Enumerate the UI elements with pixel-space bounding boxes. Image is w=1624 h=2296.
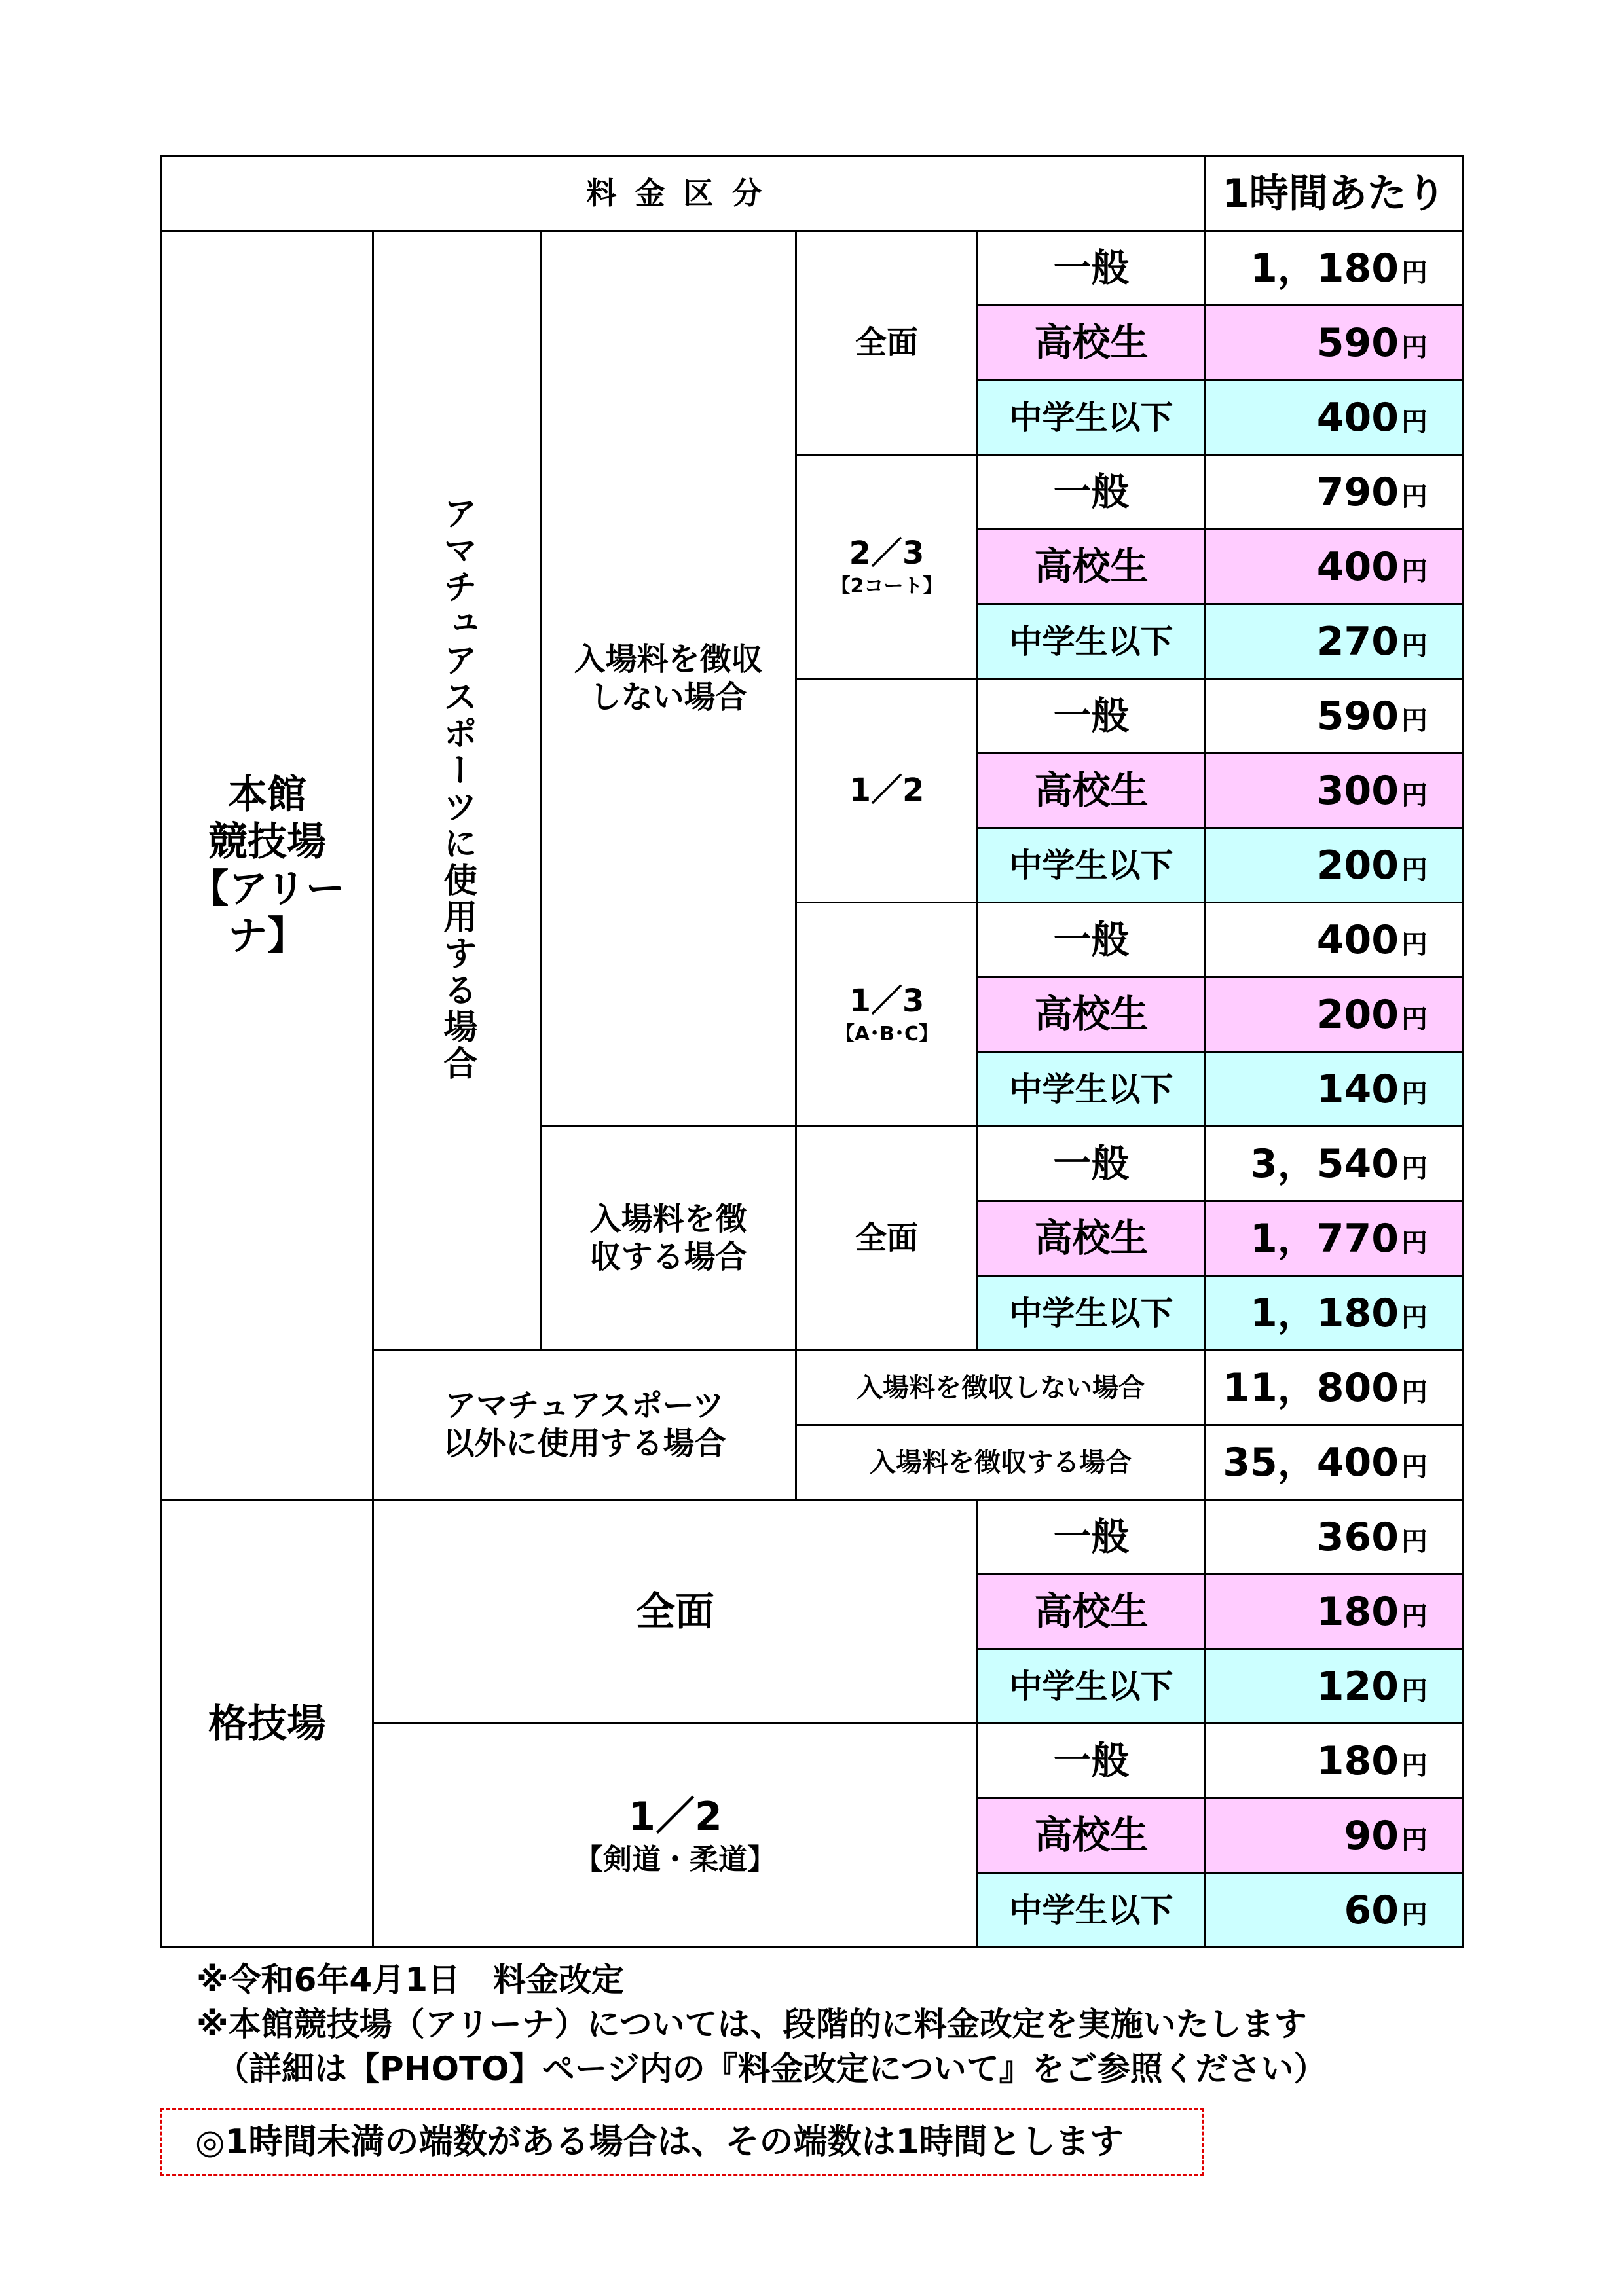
price-cell: 270 円 <box>1206 604 1463 679</box>
arena-label: 本館 競技場 【アリーナ】 <box>162 231 373 1500</box>
admission-label: 入場料を徴 収する場合 <box>541 1127 796 1351</box>
area-label: 全面 <box>373 1500 978 1724</box>
note-staged-revision: ※本館競技場（アリーナ）については、段階的に料金改定を実施いたします <box>196 2005 1307 2043</box>
no-admission-label: 入場料を徴収 しない場合 <box>541 231 796 1127</box>
note-details: （詳細は【PHOTO】ページ内の『料金改定について』をご参照ください） <box>216 2050 1327 2088</box>
price-cell: 180 円 <box>1206 1724 1463 1798</box>
price-cell: 590 円 <box>1206 306 1463 380</box>
price-cell: 60 円 <box>1206 1873 1463 1948</box>
price-cell: 790 円 <box>1206 455 1463 530</box>
price-cell: 90 円 <box>1206 1798 1463 1873</box>
category-cell: 一般 <box>978 679 1206 754</box>
category-cell: 中学生以下 <box>978 1276 1206 1351</box>
category-cell: 中学生以下 <box>978 380 1206 455</box>
area-label: 1／3 【A･B･C】 <box>796 903 978 1127</box>
category-cell: 一般 <box>978 1500 1206 1575</box>
amateur-label: アマチュアスポーツに使用する場合 <box>437 496 477 1083</box>
price-cell: 3，540 円 <box>1206 1127 1463 1201</box>
category-cell: 高校生 <box>978 1575 1206 1649</box>
category-cell: 一般 <box>978 1127 1206 1201</box>
header-category: 料金区分 <box>162 156 1206 231</box>
category-cell: 中学生以下 <box>978 1649 1206 1724</box>
price-cell: 400 円 <box>1206 380 1463 455</box>
category-cell: 中学生以下 <box>978 1873 1206 1948</box>
price-cell: 1，770 円 <box>1206 1201 1463 1276</box>
category-cell: 一般 <box>978 1724 1206 1798</box>
category-cell: 一般 <box>978 903 1206 977</box>
category-cell: 中学生以下 <box>978 604 1206 679</box>
price-cell: 1，180 円 <box>1206 1276 1463 1351</box>
category-cell: 高校生 <box>978 1201 1206 1276</box>
category-cell: 一般 <box>978 231 1206 306</box>
price-cell: 140 円 <box>1206 1052 1463 1127</box>
area-label: 1／2 <box>796 679 978 903</box>
fee-table <box>160 155 1464 1948</box>
area-label: 全面 <box>796 1127 978 1351</box>
rounding-note: ◎1時間未満の端数がある場合は、その端数は1時間とします <box>160 2108 1204 2176</box>
area-label: 2／3 【2コート】 <box>796 455 978 679</box>
price-cell: 360 円 <box>1206 1500 1463 1575</box>
price-cell: 400 円 <box>1206 903 1463 977</box>
price-cell: 180 円 <box>1206 1575 1463 1649</box>
category-cell: 高校生 <box>978 530 1206 604</box>
area-label: 1／2 【剣道・柔道】 <box>373 1724 978 1948</box>
category-cell: 高校生 <box>978 977 1206 1052</box>
condition-cell: 入場料を徴収しない場合 <box>796 1351 1206 1425</box>
price-cell: 400 円 <box>1206 530 1463 604</box>
category-cell: 中学生以下 <box>978 1052 1206 1127</box>
price-cell: 35，400 円 <box>1206 1425 1463 1500</box>
note-revision-date: ※令和6年4月1日 料金改定 <box>196 1961 624 1999</box>
condition-cell: 入場料を徴収する場合 <box>796 1425 1206 1500</box>
price-cell: 1，180 円 <box>1206 231 1463 306</box>
notes <box>196 1958 1327 2091</box>
price-cell: 11，800 円 <box>1206 1351 1463 1425</box>
price-cell: 200 円 <box>1206 977 1463 1052</box>
price-cell: 200 円 <box>1206 828 1463 903</box>
price-cell: 120 円 <box>1206 1649 1463 1724</box>
amateur-label-cell <box>373 231 541 1351</box>
non-amateur-label: アマチュアスポーツ 以外に使用する場合 <box>373 1351 796 1500</box>
category-cell: 一般 <box>978 455 1206 530</box>
category-cell: 中学生以下 <box>978 828 1206 903</box>
price-cell: 590 円 <box>1206 679 1463 754</box>
category-cell: 高校生 <box>978 754 1206 828</box>
header-price: 1時間あたり <box>1206 156 1463 231</box>
price-cell: 300 円 <box>1206 754 1463 828</box>
category-cell: 高校生 <box>978 306 1206 380</box>
category-cell: 高校生 <box>978 1798 1206 1873</box>
martial-label: 格技場 <box>162 1500 373 1948</box>
area-label: 全面 <box>796 231 978 455</box>
